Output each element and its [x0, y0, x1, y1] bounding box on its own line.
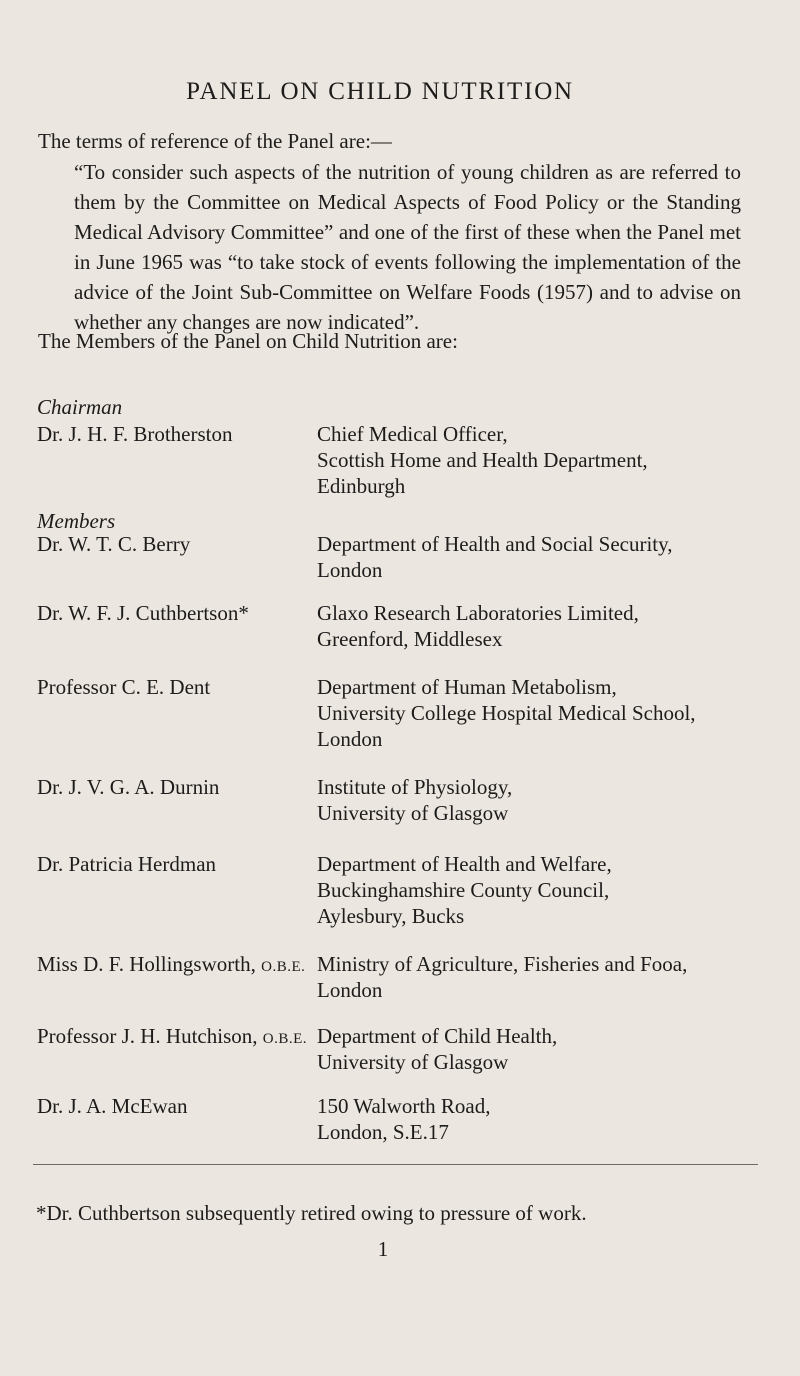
member-name — [37, 951, 305, 980]
member-affiliation — [317, 851, 747, 929]
member-name-text: Professor J. H. Hutchison, — [37, 1024, 263, 1048]
member-affiliation — [317, 951, 747, 1003]
affiliation-line: Institute of Physiology, — [317, 775, 513, 799]
affiliation-line: University of Glasgow — [317, 801, 509, 825]
member-name — [37, 774, 219, 803]
member-name-text: Professor C. E. Dent — [37, 675, 211, 699]
member-name-text: Dr. J. A. McEwan — [37, 1094, 188, 1118]
member-name — [37, 1023, 307, 1052]
member-affiliation — [317, 674, 747, 752]
member-name — [37, 531, 190, 560]
affiliation-line: Ministry of Agriculture, Fisheries and Fooa, — [317, 952, 688, 976]
member-name — [37, 674, 210, 703]
affiliation-line: Department of Health and Social Security, — [317, 532, 673, 556]
affiliation-line: Scottish Home and Health Department, — [317, 448, 648, 472]
affiliation-line: University of Glasgow — [317, 1050, 509, 1074]
affiliation-line: Aylesbury, Bucks — [317, 904, 465, 928]
affiliation-line: London — [317, 727, 383, 751]
affiliation-line: Department of Health and Welfare, — [317, 852, 612, 876]
member-name-text: Dr. W. T. C. Berry — [37, 532, 191, 556]
member-name — [37, 1093, 188, 1122]
footnote-divider — [33, 1164, 758, 1165]
affiliation-line: London, S.E.17 — [317, 1120, 449, 1144]
affiliation-line: Glaxo Research Laboratories Limited, — [317, 601, 639, 625]
affiliation-line: University College Hospital Medical School, — [317, 701, 696, 725]
affiliation-line: 150 Walworth Road, — [317, 1094, 491, 1118]
member-name-text: Miss D. F. Hollingsworth, — [37, 952, 262, 976]
member-name-text: Dr. J. V. G. A. Durnin — [37, 775, 220, 799]
page-number: 1 — [377, 1237, 389, 1261]
member-name — [37, 421, 233, 450]
affiliation-line: Department of Child Health, — [317, 1024, 558, 1048]
footnote: *Dr. Cuthbertson subsequently retired owing to pressure of work. — [36, 1201, 587, 1225]
member-name-text: Dr. Patricia Herdman — [37, 852, 217, 876]
members-intro: The Members of the Panel on Child Nutrition are: — [38, 329, 458, 353]
chairman-heading: Chairman — [37, 395, 123, 419]
affiliation-line: Greenford, Middlesex — [317, 627, 503, 651]
terms-of-reference-quote: “To consider such aspects of the nutrition of young children as are referred to them by the Committee on Medical Aspects of Food Policy or the Standing Medical Advisory Committee” and one of the first of these when the Panel met in June 1965 was “to take stock of events following the implementation of the advice of the Joint Sub-Committee on Welfare Foods (1957) and to advise on whether any changes are now indicated”. — [74, 160, 741, 334]
member-affiliation — [317, 531, 747, 583]
member-affiliation — [317, 1093, 747, 1145]
affiliation-line: Buckinghamshire County Council, — [317, 878, 610, 902]
member-name — [37, 851, 216, 880]
page-title: PANEL ON CHILD NUTRITION — [186, 78, 574, 105]
affiliation-line: Chief Medical Officer, — [317, 422, 508, 446]
member-affiliation — [317, 421, 747, 499]
members-heading: Members — [37, 509, 116, 533]
affiliation-line: London — [317, 558, 383, 582]
member-affiliation — [317, 1023, 747, 1075]
affiliation-line: Department of Human Metabolism, — [317, 675, 617, 699]
member-honour: O.B.E. — [262, 1031, 307, 1047]
member-name-text: Dr. W. F. J. Cuthbertson* — [37, 601, 249, 625]
affiliation-line: Edinburgh — [317, 474, 406, 498]
affiliation-line: London — [317, 978, 383, 1002]
member-honour: O.B.E. — [261, 959, 306, 975]
terms-intro: The terms of reference of the Panel are:— — [38, 129, 392, 153]
member-name — [37, 600, 249, 629]
member-affiliation — [317, 774, 747, 826]
member-name-text: Dr. J. H. F. Brotherston — [37, 422, 233, 446]
member-affiliation — [317, 600, 747, 652]
